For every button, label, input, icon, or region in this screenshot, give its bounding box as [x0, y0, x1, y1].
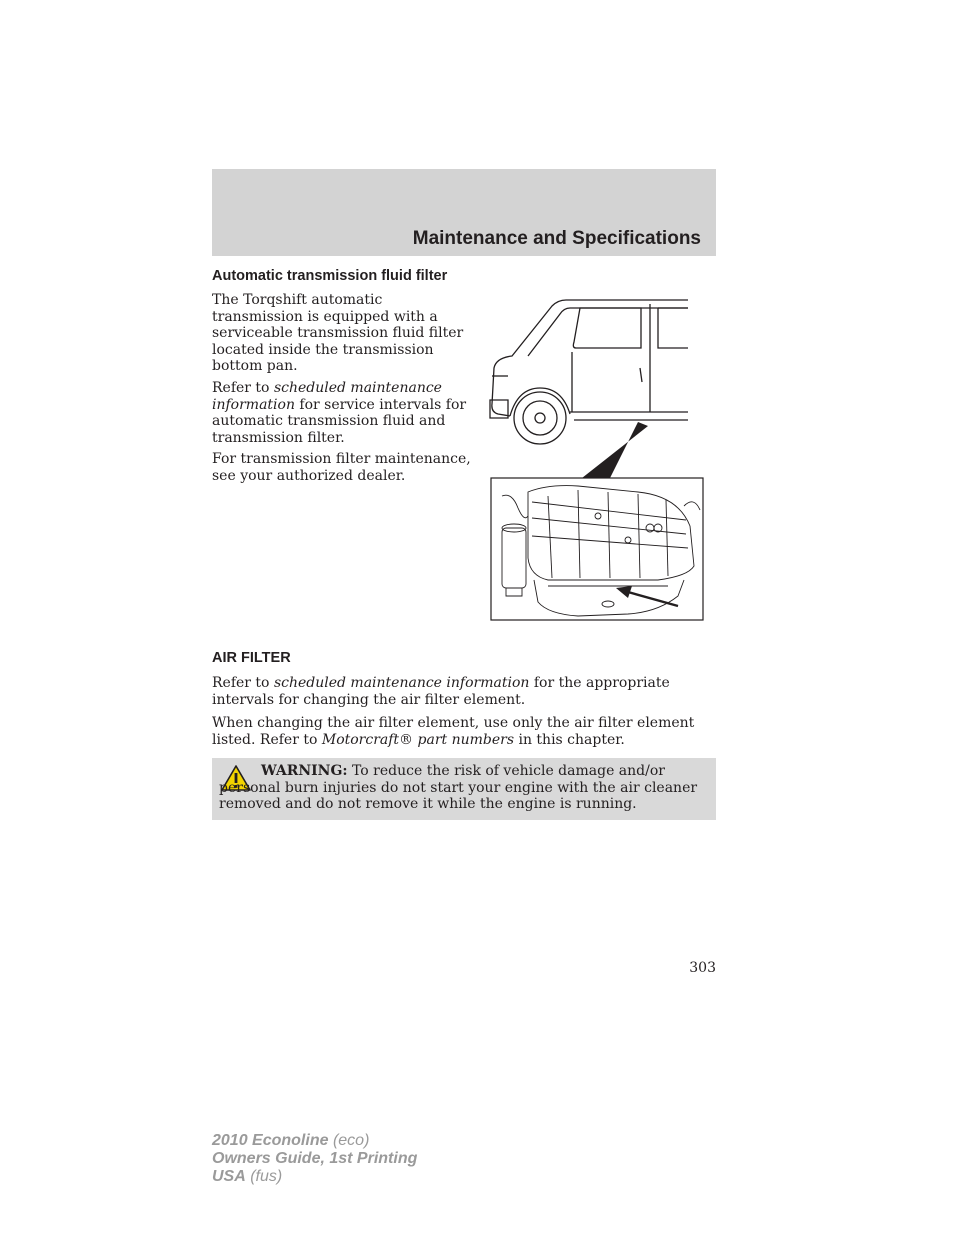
text-prefix: Refer to — [212, 675, 274, 691]
transmission-detail-frame — [491, 478, 703, 620]
footer-market-code: (fus) — [245, 1168, 283, 1185]
paragraph-dealer: For transmission filter maintenance, see your authorized dealer. — [212, 451, 471, 484]
footer-model-code: (eco) — [328, 1132, 370, 1149]
footer-market: USA — [212, 1168, 246, 1185]
document-footer — [212, 1132, 417, 1186]
text-prefix: When changing the air filter element, use only the air filter element listed. Refer to — [212, 715, 695, 748]
section-title: Maintenance and Specifications — [412, 228, 701, 249]
callout-wedge — [582, 422, 648, 478]
van-transmission-figure — [488, 296, 706, 624]
text-suffix: for service intervals for automatic transmission fluid and transmission filter. — [212, 396, 467, 446]
van-illustration — [490, 300, 688, 444]
warning-label: WARNING: — [261, 763, 348, 779]
warning-box — [212, 758, 716, 820]
paragraph-air-filter-intervals — [212, 675, 716, 708]
footer-guide-title: Owners Guide, 1st Printing — [212, 1150, 418, 1167]
paragraph-air-filter-element — [212, 715, 716, 748]
heading-air-filter: AIR FILTER — [212, 650, 291, 666]
text-prefix: Refer to — [212, 380, 274, 396]
link-scheduled-maintenance[interactable]: scheduled maintenance information — [212, 380, 442, 413]
paragraph-transmission-intro: The Torqshift automatic transmission is equipped with a serviceable transmission fluid filter located inside the transmission bottom pan. — [212, 292, 464, 374]
text-suffix: for the appropriate intervals for changing the air filter element. — [212, 675, 670, 708]
link-motorcraft-part-numbers[interactable]: Motorcraft® part numbers — [321, 731, 515, 748]
text-suffix: in this chapter. — [514, 731, 625, 748]
page-number: 303 — [689, 960, 716, 976]
footer-line-2 — [212, 1150, 417, 1168]
section-header-band — [212, 169, 716, 256]
warning-text — [219, 763, 709, 813]
heading-transmission-filter: Automatic transmission fluid filter — [212, 268, 448, 284]
footer-line-3 — [212, 1168, 417, 1186]
paragraph-transmission-intervals — [212, 380, 477, 446]
warning-message: To reduce the risk of vehicle damage and/or personal burn injuries do not start your engine with the air cleaner removed and do not remove it while the engine is running. — [219, 763, 698, 812]
footer-line-1 — [212, 1132, 417, 1150]
link-scheduled-maintenance[interactable]: scheduled maintenance information — [273, 675, 530, 691]
footer-model: 2010 Econoline — [212, 1132, 329, 1149]
